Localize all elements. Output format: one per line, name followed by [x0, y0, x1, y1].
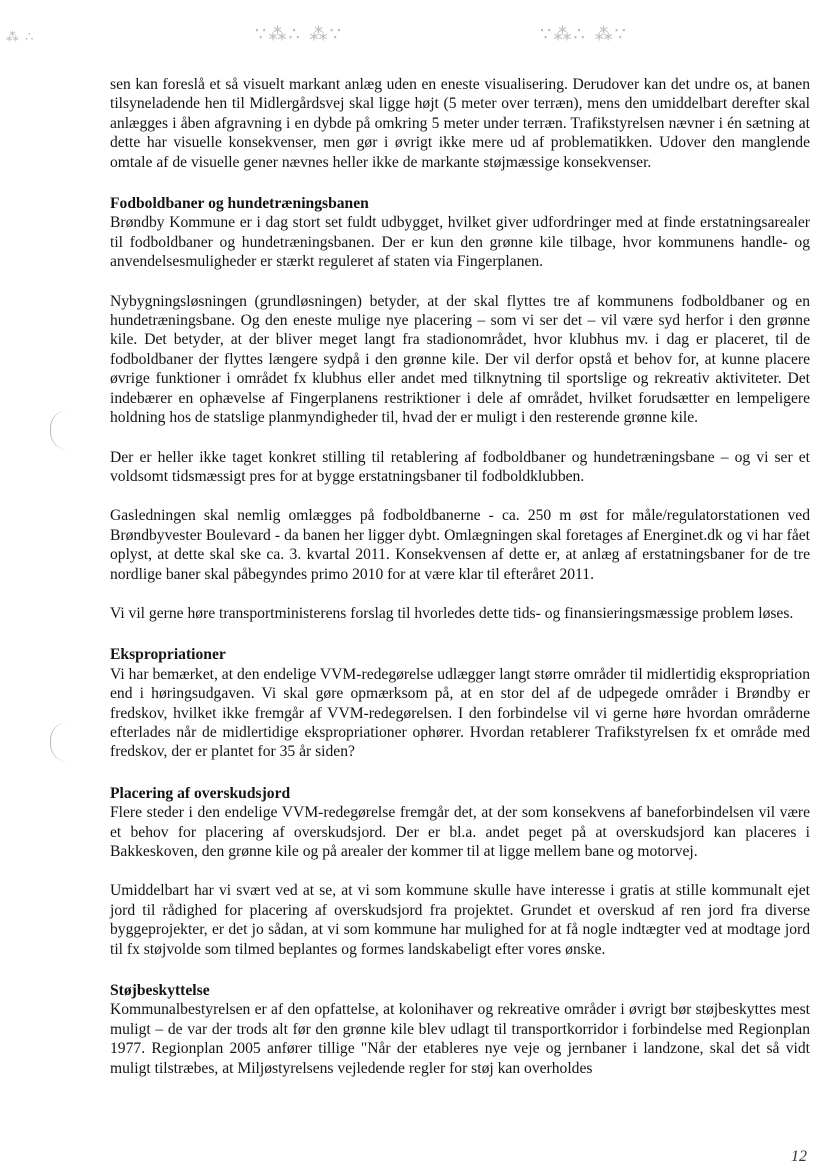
scan-mark-right: ∵⁂∴ ⁂∵ [540, 24, 629, 45]
punch-hole-mark [50, 410, 77, 450]
section-heading-stojbeskyttelse: Støjbeskyttelse [110, 982, 210, 1000]
section-heading-fodboldbaner: Fodboldbaner og hundetræningsbanen [110, 195, 369, 213]
paragraph: Vi har bemærket, at den endelige VVM-redegørelse udlægger langt større områder til midlertidig ekspropriation end i høringsudgaven. Vi skal gøre opmærksom på, at en stor del af de udpegede områder i Brøndby er fredskov, hvilket ikke fremgår af VVM-redegørelsen. I den forbindelse vil vi gerne høre hvordan områderne efterlades når de midlertidige ekspropriationer ophører. Hvordan retablerer Trafikstyrelsen fx et område med fredskov, der er plantet for 35 år siden? [110, 665, 810, 761]
paragraph: Vi vil gerne høre transportministerens forslag til hvorledes dette tids- og finansieringsmæssige problem løses. [110, 604, 794, 622]
paragraph: Der er heller ikke taget konkret stilling til retablering af fodboldbaner og hundetræningsbane – og vi ser et voldsomt tidsmæssigt pres for at bygge erstatningsbaner til fodboldklubben. [110, 448, 810, 485]
paragraph: Flere steder i den endelige VVM-redegørelse fremgår det, at der som konsekvens af baneforbindelsen vil være et behov for placering af overskudsjord. Der er bl.a. andet peget på at overskudsjord kan placeres i Bakkeskoven, den grønne kile og på arealer der kommer til at ligge mellem bane og motorvej. [110, 804, 810, 860]
paragraph: Brøndby Kommune er i dag stort set fuldt udbygget, hvilket giver udfordringer med at finde erstatningsarealer til fodboldbaner og hundetræningsbanen. Der er kun den grønne kile tilbage, hvor kommunens handle- og anvendelsesmuligheder er stærkt reguleret af staten via Fingerplanen. [110, 214, 810, 271]
paragraph: Kommunalbestyrelsen er af den opfattelse, at kolonihaver og rekreative områder i øvrigt bør støjbeskyttes mest muligt – de var der trods alt før den grønne kile blev udlagt til transportkorridor i forbindelse med Regionplan 1977. Regionplan 2005 anfører tillige "Når der etableres nye veje og jernbaner i landzone, skal det så vidt muligt tilstræbes, at Miljøstyrelsens vejledende regler for støj kan overholdes [110, 1001, 810, 1077]
paragraph: Nybygningsløsningen (grundløsningen) betyder, at der skal flyttes tre af kommunens fodboldbaner og en hundetræningsbane. Og den eneste mulige nye placering – som vi ser det – vil være syd herfor i den grønne kile. Det betyder, at der bliver meget langt fra stadionområdet, hvor klubhus mv. i dag er placeret, til de fodboldbaner der flyttes længere sydpå i den grønne kile. Der vil derfor opstå et behov for, at kunne placere øvrige funktioner i området fx klubhus eller andet med tilknytning til sportslige og rekreativ aktiviteter. Det indebærer en ophævelse af Fingerplanens restriktioner i dele af området, hvilket forudsætter en lempeligere holdning hos de statslige planmyndigheder til, hvad der er muligt i den resterende grønne kile. [110, 292, 810, 427]
paragraph: Gasledningen skal nemlig omlægges på fodboldbanerne - ca. 250 m øst for måle/regulatorstationen ved Brøndbyvester Boulevard - da banen her ligger dybt. Omlægningen skal foretages af Energinet.dk og vi har fået oplyst, at dette skal ske ca. 3. kvartal 2011. Konsekvensen af dette er, at anlæg af erstatningsbaner for de tre nordlige baner skal påbegyndes primo 2010 for at være klar til efteråret 2011. [110, 507, 810, 583]
document-body [110, 75, 810, 1078]
section-heading-ekspropriationer: Ekspropriationer [110, 646, 226, 664]
punch-hole-mark [50, 722, 77, 762]
page-number: 12 [791, 1148, 807, 1165]
scan-mark-center: ∵⁂∴ ⁂∵ [255, 24, 344, 45]
paragraph: Umiddelbart har vi svært ved at se, at vi som kommune skulle have interesse i gratis at stille kommunalt ejet jord til rådighed for placering af overskudsjord fra projektet. Grundet et overskud af ren jord fra diverse byggeprojekter, er det jo sådan, at vi som kommune har mulighed for at få nogle indtægter ved at modtage jord til fx støjvolde som tilmed beplantes og formes landskabeligt efter vores ønske. [110, 882, 810, 958]
section-heading-overskudsjord: Placering af overskudsjord [110, 784, 291, 802]
paragraph-intro: sen kan foreslå et så visuelt markant anlæg uden en eneste visualisering. Derudover kan det undre os, at banen tilsyneladende hen til Midlergårdsvej skal ligge højt (5 meter over terræn), mens den umiddelbart derefter skal anlægges i åben afgravning i en dybde på omkring 5 meter under terræn. Trafikstyrelsen nævner i én sætning at dette har visuelle konsekvenser, men gør i øvrigt ikke mere ud af problematikken. Udover den manglende omtale af de visuelle gener nævnes heller ikke de markante støjmæssige konsekvenser. [110, 76, 810, 171]
scan-mark-left: ⁂ ∴ [6, 30, 35, 45]
